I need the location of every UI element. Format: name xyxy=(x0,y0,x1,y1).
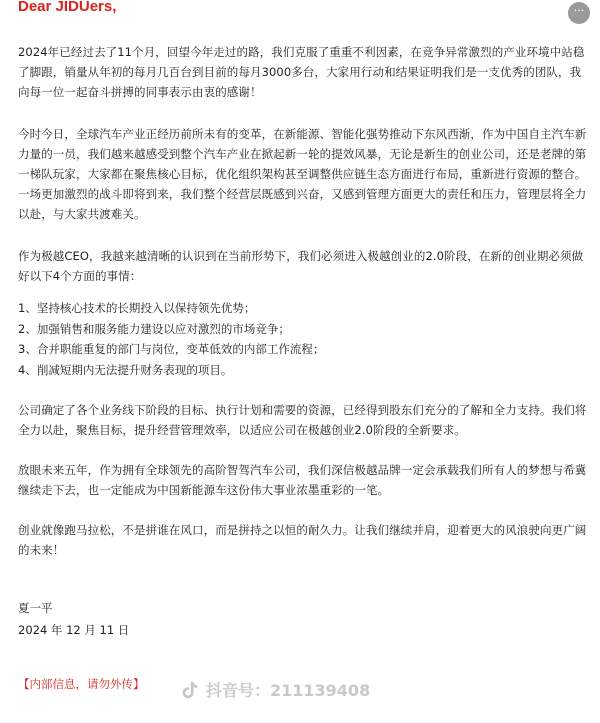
more-options-button[interactable]: ··· xyxy=(568,2,590,24)
list-item: 3、合并职能重复的部门与岗位，变革低效的内部工作流程； xyxy=(18,342,325,356)
action-list xyxy=(18,298,590,380)
greeting: Dear JIDUers, xyxy=(18,0,117,15)
douyin-logo-icon xyxy=(178,679,200,701)
paragraph-1: 2024年已经过去了11个月，回望今年走过的路，我们克服了重重不利因素，在竞争异常激烈的产业环境中站稳了脚跟，销量从年初的每月几百台到目前的每月3000多台，大家用行动和结果证明我们是一支优秀的团队，我向每一位一起奋斗拼搏的同事表示由衷的感谢！ xyxy=(18,45,585,99)
watermark xyxy=(178,678,370,701)
list-item: 4、削减短期内无法提升财务表现的项目。 xyxy=(18,362,233,377)
signature-date: 2024 年 12 月 11 日 xyxy=(18,623,130,637)
paragraph-2: 今时今日，全球汽车产业正经历前所未有的变革，在新能源、智能化强势推动下东风西渐，作为中国自主汽车新力量的一员，我们越来越感受到整个汽车产业在掀起新一轮的提效风暴，无论是新生的创业公司，还是老牌的第一梯队玩家，大家都在聚焦核心目标，优化组织架构甚至调整供应链生态方面进行布局，重新进行资源的整合。一场更加激烈的战斗即将到来，我们整个经营层既感到兴奋，又感到管理方面更大的责任和压力，管理层将全力以赴，与大家共渡难关。 xyxy=(18,127,587,221)
paragraph-4: 公司确定了各个业务线下阶段的目标、执行计划和需要的资源，已经得到股东们充分的了解和全力支持。我们将全力以赴，聚焦目标，提升经营管理效率，以适应公司在极越创业2.0阶段的全新要求。 xyxy=(18,403,587,437)
paragraph-5: 放眼未来五年，作为拥有全球领先的高阶智驾汽车公司，我们深信极越品牌一定会承载我们所有人的梦想与希冀继续走下去，也一定能成为中国新能源车这份伟大事业浓墨重彩的一笔。 xyxy=(18,463,587,497)
list-item: 1、坚持核心技术的长期投入以保持领先优势； xyxy=(18,301,256,315)
confidential-notice: 【内部信息，请勿外传】 xyxy=(18,677,145,691)
paragraph-3: 作为极越CEO，我越来越清晰的认识到在当前形势下，我们必须进入极越创业的2.0阶段，在新的创业期必须做好以下4个方面的事情： xyxy=(18,249,584,283)
signature-name: 夏一平 xyxy=(18,601,53,615)
paragraph-6: 创业就像跑马拉松，不是拼谁在风口，而是拼持之以恒的耐久力。让我们继续并肩，迎着更大的风浪驶向更广阔的未来！ xyxy=(18,523,587,557)
watermark-text: 抖音号：211139408 xyxy=(206,681,371,700)
list-item: 2、加强销售和服务能力建设以应对激烈的市场竞争； xyxy=(18,321,290,336)
